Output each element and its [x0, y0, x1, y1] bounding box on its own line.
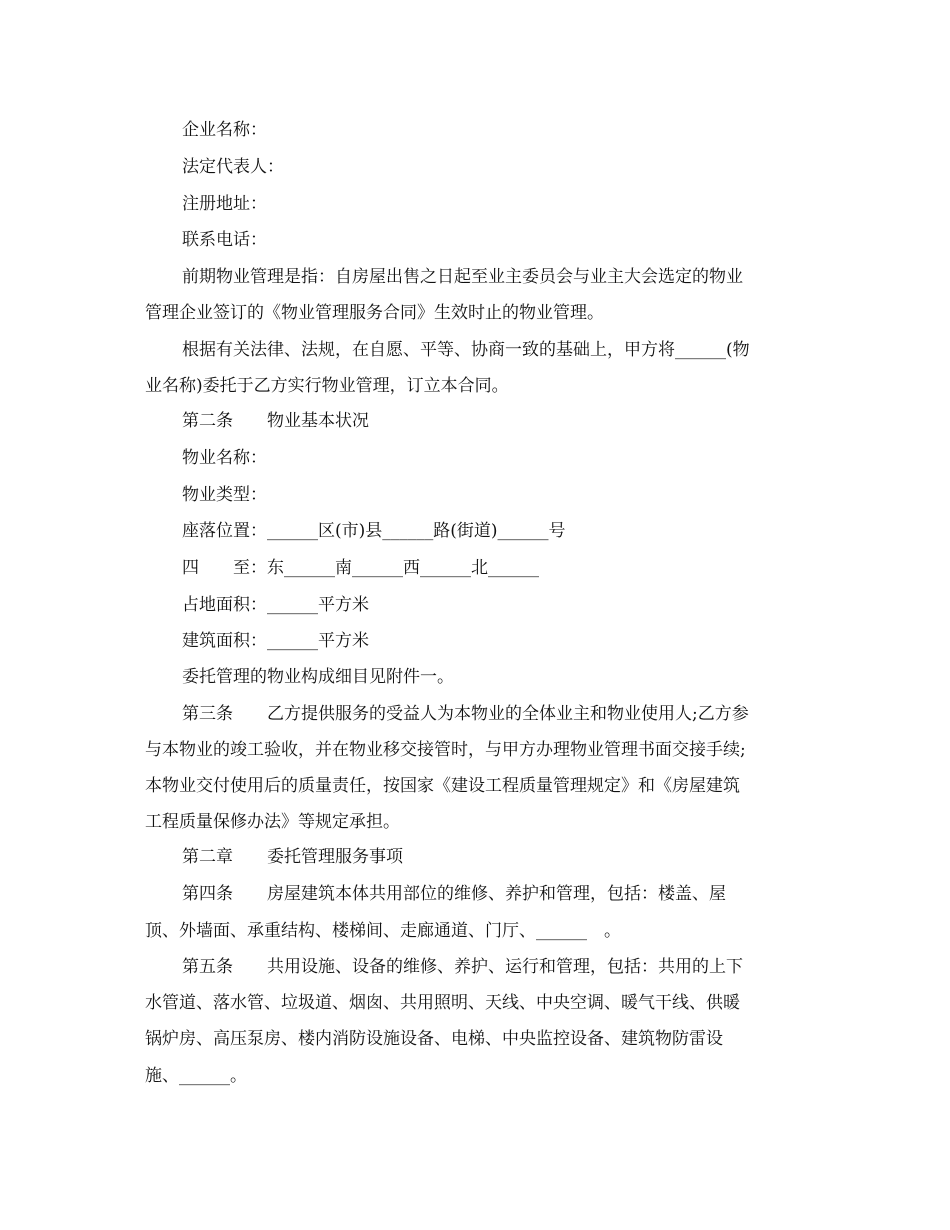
- text-line: 本物业交付使用后的质量责任，按国家《建设工程质量管理规定》和《房屋建筑: [145, 776, 740, 796]
- text-line: 业名称)委托于乙方实行物业管理，订立本合同。: [145, 376, 509, 396]
- text-line: 第五条 共用设施、设备的维修、养护、运行和管理，包括：共用的上下: [182, 957, 743, 977]
- text-line: 占地面积：______平方米: [182, 595, 369, 615]
- text-line: 与本物业的竣工验收，并在物业移交接管时，与甲方办理物业管理书面交接手续;: [145, 740, 746, 760]
- text-line: 施、______。: [145, 1066, 247, 1086]
- text-line: 第二章 委托管理服务事项: [182, 847, 403, 867]
- text-line: 法定代表人：: [182, 157, 284, 177]
- text-line: 第三条 乙方提供服务的受益人为本物业的全体业主和物业使用人;乙方参: [182, 704, 749, 724]
- text-line: 第二条 物业基本状况: [182, 411, 369, 431]
- text-line: 前期物业管理是指：自房屋出售之日起至业主委员会与业主大会选定的物业: [182, 267, 743, 287]
- text-line: 第四条 房屋建筑本体共用部位的维修、养护和管理，包括：楼盖、屋: [182, 884, 726, 904]
- text-line: 水管道、落水管、垃圾道、烟囱、共用照明、天线、中央空调、暖气干线、供暖: [145, 993, 740, 1013]
- text-line: 联系电话：: [182, 230, 267, 250]
- text-line: 根据有关法律、法规，在自愿、平等、协商一致的基础上，甲方将______(物: [182, 340, 750, 360]
- text-line: 锅炉房、高压泵房、楼内消防设施设备、电梯、中央监控设备、建筑物防雷设: [145, 1029, 723, 1049]
- text-line: 管理企业签订的《物业管理服务合同》生效时止的物业管理。: [145, 303, 604, 323]
- text-line: 座落位置：______区(市)县______路(街道)______号: [182, 521, 566, 541]
- text-line: 委托管理的物业构成细目见附件一。: [182, 667, 454, 687]
- text-line: 工程质量保修办法》等规定承担。: [145, 812, 400, 832]
- text-line: 建筑面积：______平方米: [182, 631, 369, 651]
- text-line: 物业类型：: [182, 485, 267, 505]
- text-line: 注册地址：: [182, 194, 267, 214]
- text-line: 四 至：东______南______西______北______: [182, 558, 539, 578]
- text-line: 企业名称：: [182, 120, 267, 140]
- text-line: 物业名称：: [182, 448, 267, 468]
- text-line: 顶、外墙面、承重结构、楼梯间、走廊通道、门厅、______ 。: [145, 921, 621, 941]
